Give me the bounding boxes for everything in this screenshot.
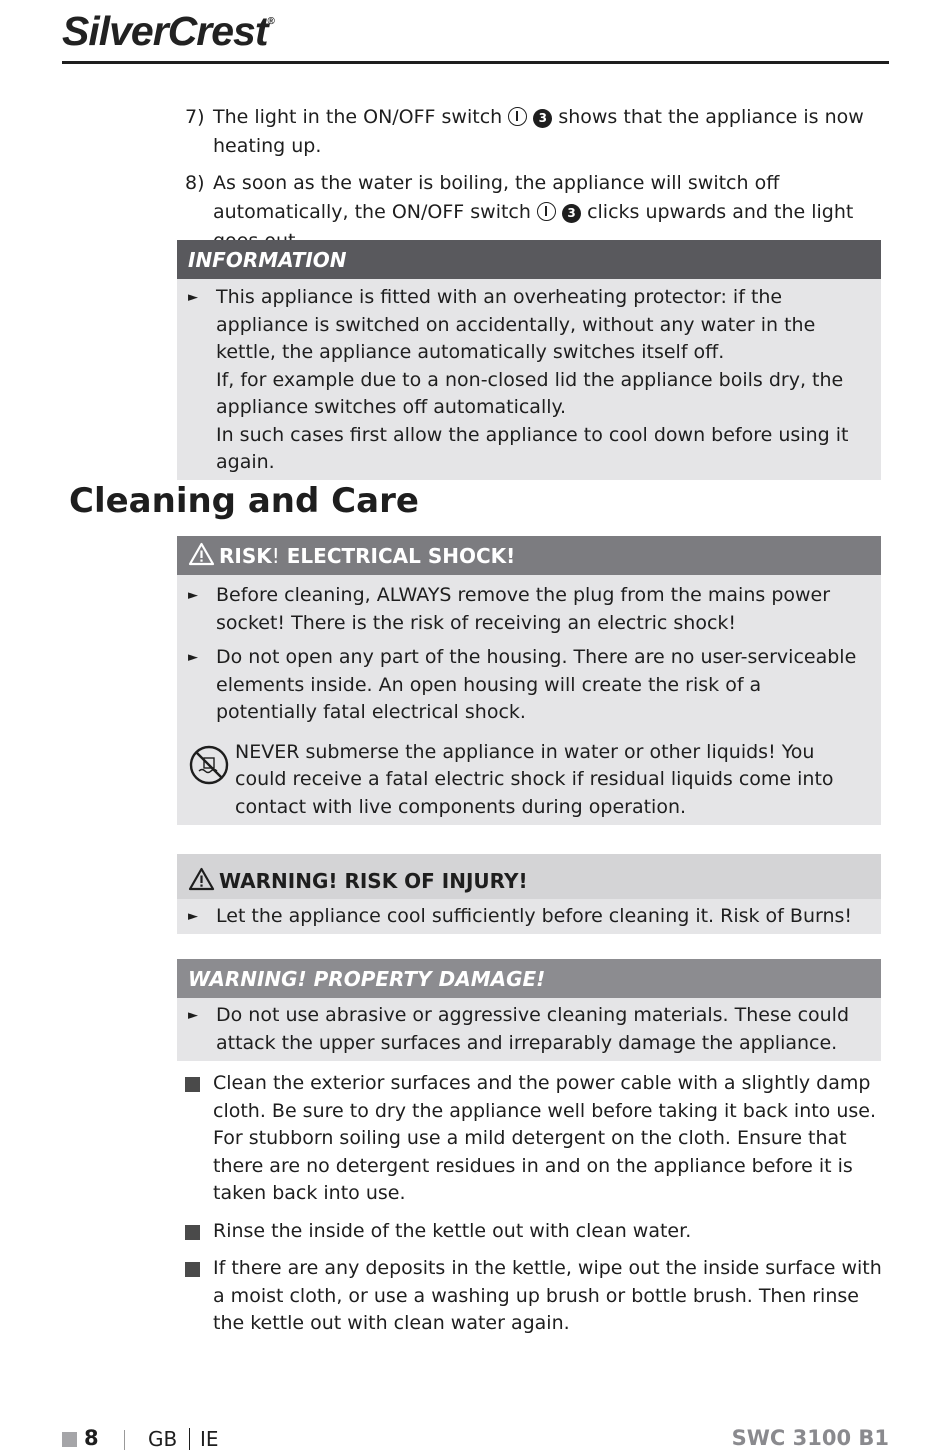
- step-text: The light in the ON/OFF switch 3 shows that the appliance is now heating up.: [213, 106, 864, 157]
- no-submerse-notice: NEVER submerse the appliance in water or other liquids! You could receive a fatal electric shock if residual liquids come into contact with live components during operation.: [188, 739, 867, 822]
- arrow-bullet-icon: ►: [188, 1008, 198, 1023]
- list-item: Clean the exterior surfaces and the power cable with a slightly damp cloth. Be sure to dry the appliance well before taking it back into use. For stubborn soiling use a mild detergent on the cloth. Ensure that there are no detergent residues in and on the appliance before it is taken back into use.: [185, 1070, 885, 1208]
- arrow-bullet-icon: ►: [188, 650, 198, 665]
- power-switch-icon: [508, 107, 527, 126]
- property-damage-bullet: ► Do not use abrasive or aggressive cleaning materials. These could attack the upper surfaces and irreparably damage the appliance.: [188, 1004, 850, 1054]
- cleaning-instructions: [185, 1070, 885, 1348]
- injury-warning-box: [177, 854, 881, 934]
- part-number-badge: 3: [562, 204, 581, 223]
- footer-square-icon: [62, 1432, 77, 1447]
- header-rule: [62, 61, 889, 64]
- arrow-bullet-icon: ►: [188, 290, 198, 305]
- arrow-bullet-icon: ►: [188, 909, 198, 924]
- risk-electrical-shock-box: [177, 536, 881, 825]
- language-gb: GB: [148, 1427, 178, 1451]
- property-damage-title: WARNING! PROPERTY DAMAGE!: [177, 959, 881, 998]
- language-ie: IE: [200, 1427, 219, 1451]
- registered-mark: ®: [267, 16, 274, 27]
- warning-triangle-icon: [188, 542, 215, 566]
- step-number: 8): [185, 172, 205, 194]
- step-text: As soon as the water is boiling, the appliance will switch off automatically, the ON/OFF switch 3 clicks upwards and the light: [213, 172, 854, 223]
- risk-bullet: ► Do not open any part of the housing. There are no user-serviceable elements inside. An open housing will create the risk of a potentially fatal electrical shock.: [188, 646, 857, 723]
- warning-triangle-icon: [188, 867, 215, 891]
- footer-divider: [189, 1428, 190, 1450]
- risk-bullet: ► Before cleaning, ALWAYS remove the plug from the mains power socket! There is the risk of receiving an electric shock!: [188, 584, 831, 634]
- square-bullet-icon: [185, 1225, 200, 1240]
- no-water-immersion-icon: [189, 745, 229, 785]
- section-heading: Cleaning and Care: [69, 481, 419, 521]
- arrow-bullet-icon: ►: [188, 588, 198, 603]
- page-footer: [62, 1426, 889, 1456]
- part-number-badge: 3: [533, 109, 552, 128]
- injury-bullet: ► Let the appliance cool sufficiently before cleaning it. Risk of Burns!: [188, 903, 867, 931]
- list-item: Rinse the inside of the kettle out with clean water.: [185, 1218, 885, 1246]
- list-item: If there are any deposits in the kettle, wipe out the inside surface with a moist cloth, or use a washing up brush or bottle brush. Then rinse the kettle out with clean water again.: [185, 1255, 885, 1338]
- power-switch-icon: [537, 202, 556, 221]
- step-7: [185, 103, 885, 161]
- injury-title: WARNING! RISK OF INJURY!: [177, 854, 881, 899]
- information-box: [177, 240, 881, 480]
- information-title: INFORMATION: [177, 240, 881, 279]
- model-number: SWC 3100 B1: [731, 1426, 889, 1450]
- brand-logo: SilverCrest®: [62, 8, 274, 54]
- step-number: 7): [185, 106, 205, 128]
- square-bullet-icon: [185, 1077, 200, 1092]
- property-damage-box: [177, 959, 881, 1061]
- square-bullet-icon: [185, 1262, 200, 1277]
- risk-title: RISK! ELECTRICAL SHOCK!: [177, 536, 881, 575]
- page-number: 8: [84, 1426, 99, 1450]
- footer-divider: [124, 1430, 125, 1450]
- information-text: ► This appliance is fitted with an overheating protector: if the appliance is switched on accidentally, without any water in the kettle, the appliance automatically switches itself off. If, for example due to a non-closed lid the appliance boils dry, the appliance switches off automatically. In such cases first allow the appliance to cool down before using it again.: [188, 286, 849, 473]
